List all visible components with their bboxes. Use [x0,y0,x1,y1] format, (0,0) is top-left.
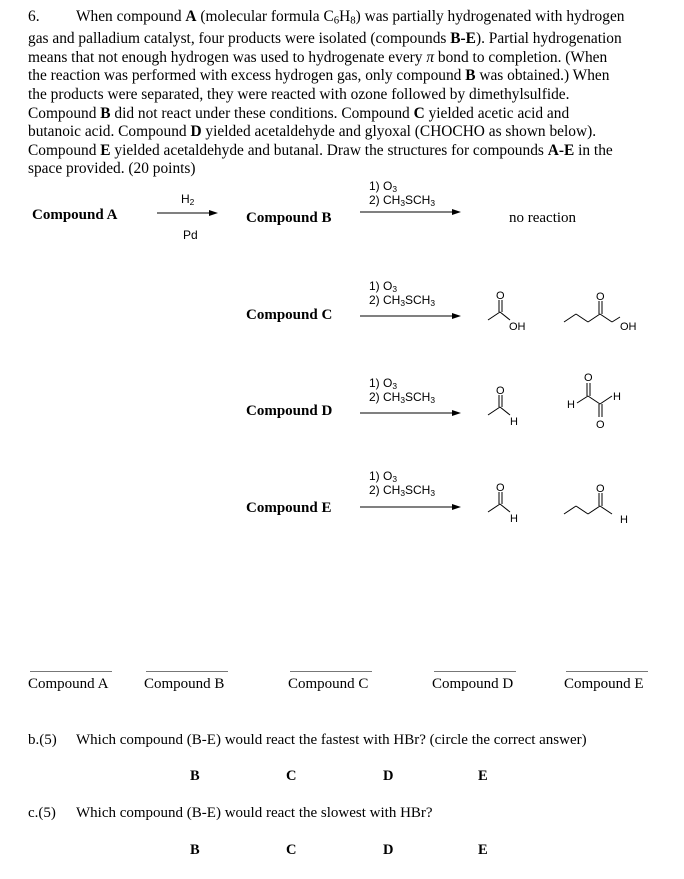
hydrogenation-arrow [155,208,220,218]
part-b-choice-e[interactable]: E [478,768,488,784]
answer-label-a: Compound A [28,676,109,692]
answer-line-d[interactable] [434,671,516,672]
compound-c-label: Compound C [246,307,333,323]
question-text [28,8,668,179]
hydroxyl-label: OH [509,321,526,333]
answer-label-c: Compound C [288,676,369,692]
part-b-prefix: b.(5) [28,732,57,748]
ozone-step-e: 1) $O_3$ [369,469,398,485]
answer-label-b: Compound B [144,676,225,692]
h2-reagent: $H_2$ [181,192,195,208]
ozonolysis-arrow-e [358,502,463,512]
oxygen-atom: O [596,483,605,495]
oxygen-atom: O [584,372,593,384]
hydroxyl-label: OH [620,321,637,333]
oxygen-atom: O [596,419,605,431]
answer-label-e: Compound E [564,676,644,692]
part-b-question: Which compound (B-E) would react the fastest with HBr? (circle the correct answer) [76,732,587,748]
part-b-choice-c[interactable]: C [286,768,297,784]
oxygen-atom: O [496,290,505,302]
question-line-1: 6. When compound A (molecular formula $C_6H_8$) was partially hydrogenated with hydrogen [28,8,625,27]
butanoic-acid-structure [560,290,660,340]
part-c-question: Which compound (B-E) would react the slowest with HBr? [76,805,433,821]
ozone-step-b: 1) $O_3$ [369,179,398,195]
hydrogen-label: H [510,416,518,428]
butanal-structure [560,482,660,532]
answer-line-c[interactable] [290,671,372,672]
part-c-prefix: c.(5) [28,805,56,821]
hydrogen-label: H [620,514,628,526]
ozonolysis-arrow-d [358,408,463,418]
question-line-8: Compound E yielded acetaldehyde and butanal. Draw the structures for compounds A-E in the [28,141,613,159]
question-line-4: the reaction was performed with excess hydrogen gas, only compound B was obtained.) When [28,67,610,85]
part-b-choice-b[interactable]: B [190,768,200,784]
ozone-step-d: 1) $O_3$ [369,376,398,392]
ozonolysis-arrow-c [358,311,463,321]
answer-line-b[interactable] [146,671,228,672]
question-line-9: space provided. (20 points) [28,160,196,178]
pd-reagent: Pd [183,228,198,242]
acetic-acid-structure [484,290,536,340]
no-reaction-text: no reaction [509,210,577,226]
oxygen-atom: O [496,385,505,397]
answer-line-a[interactable] [30,671,112,672]
compound-d-label: Compound D [246,403,333,419]
compound-b-label: Compound B [246,210,332,226]
question-line-6: Compound B did not react under these conditions. Compound C yielded acetic acid and [28,104,570,122]
glyoxal-structure [564,365,636,435]
part-c-choice-b[interactable]: B [190,842,200,858]
answer-line-e[interactable] [566,671,648,672]
dms-step-b: 2) $CH_3SCH_3$ [369,193,436,209]
question-line-7: butanoic acid. Compound D yielded acetaldehyde and glyoxal (CHOCHO as shown below). [28,123,597,141]
oxygen-atom: O [596,291,605,303]
question-number: 6. [28,8,40,25]
dms-step-e: 2) $CH_3SCH_3$ [369,483,436,499]
answer-label-d: Compound D [432,676,514,692]
part-c-choice-e[interactable]: E [478,842,488,858]
part-c-choice-d[interactable]: D [383,842,394,858]
ozonolysis-arrow-b [358,207,463,217]
question-line-2: gas and palladium catalyst, four products were isolated (compounds B-E). Partial hydrogenation [28,30,622,48]
question-line-3: means that not enough hydrogen was used to hydrogenate every π bond to completion. (When [28,48,608,66]
acetaldehyde-structure-e [484,482,528,532]
hydrogen-label: H [567,399,575,411]
question-line-5: the products were separated, they were reacted with ozone followed by dimethylsulfide. [28,86,570,104]
dms-step-d: 2) $CH_3SCH_3$ [369,390,436,406]
part-c-choice-c[interactable]: C [286,842,297,858]
compound-a-label: Compound A [32,207,118,223]
dms-step-c: 2) $CH_3SCH_3$ [369,293,436,309]
compound-e-label: Compound E [246,500,332,516]
hydrogen-label: H [613,391,621,403]
acetaldehyde-structure-d [484,385,528,435]
oxygen-atom: O [496,482,505,494]
hydrogen-label: H [510,513,518,525]
ozone-step-c: 1) $O_3$ [369,279,398,295]
part-b-choice-d[interactable]: D [383,768,394,784]
